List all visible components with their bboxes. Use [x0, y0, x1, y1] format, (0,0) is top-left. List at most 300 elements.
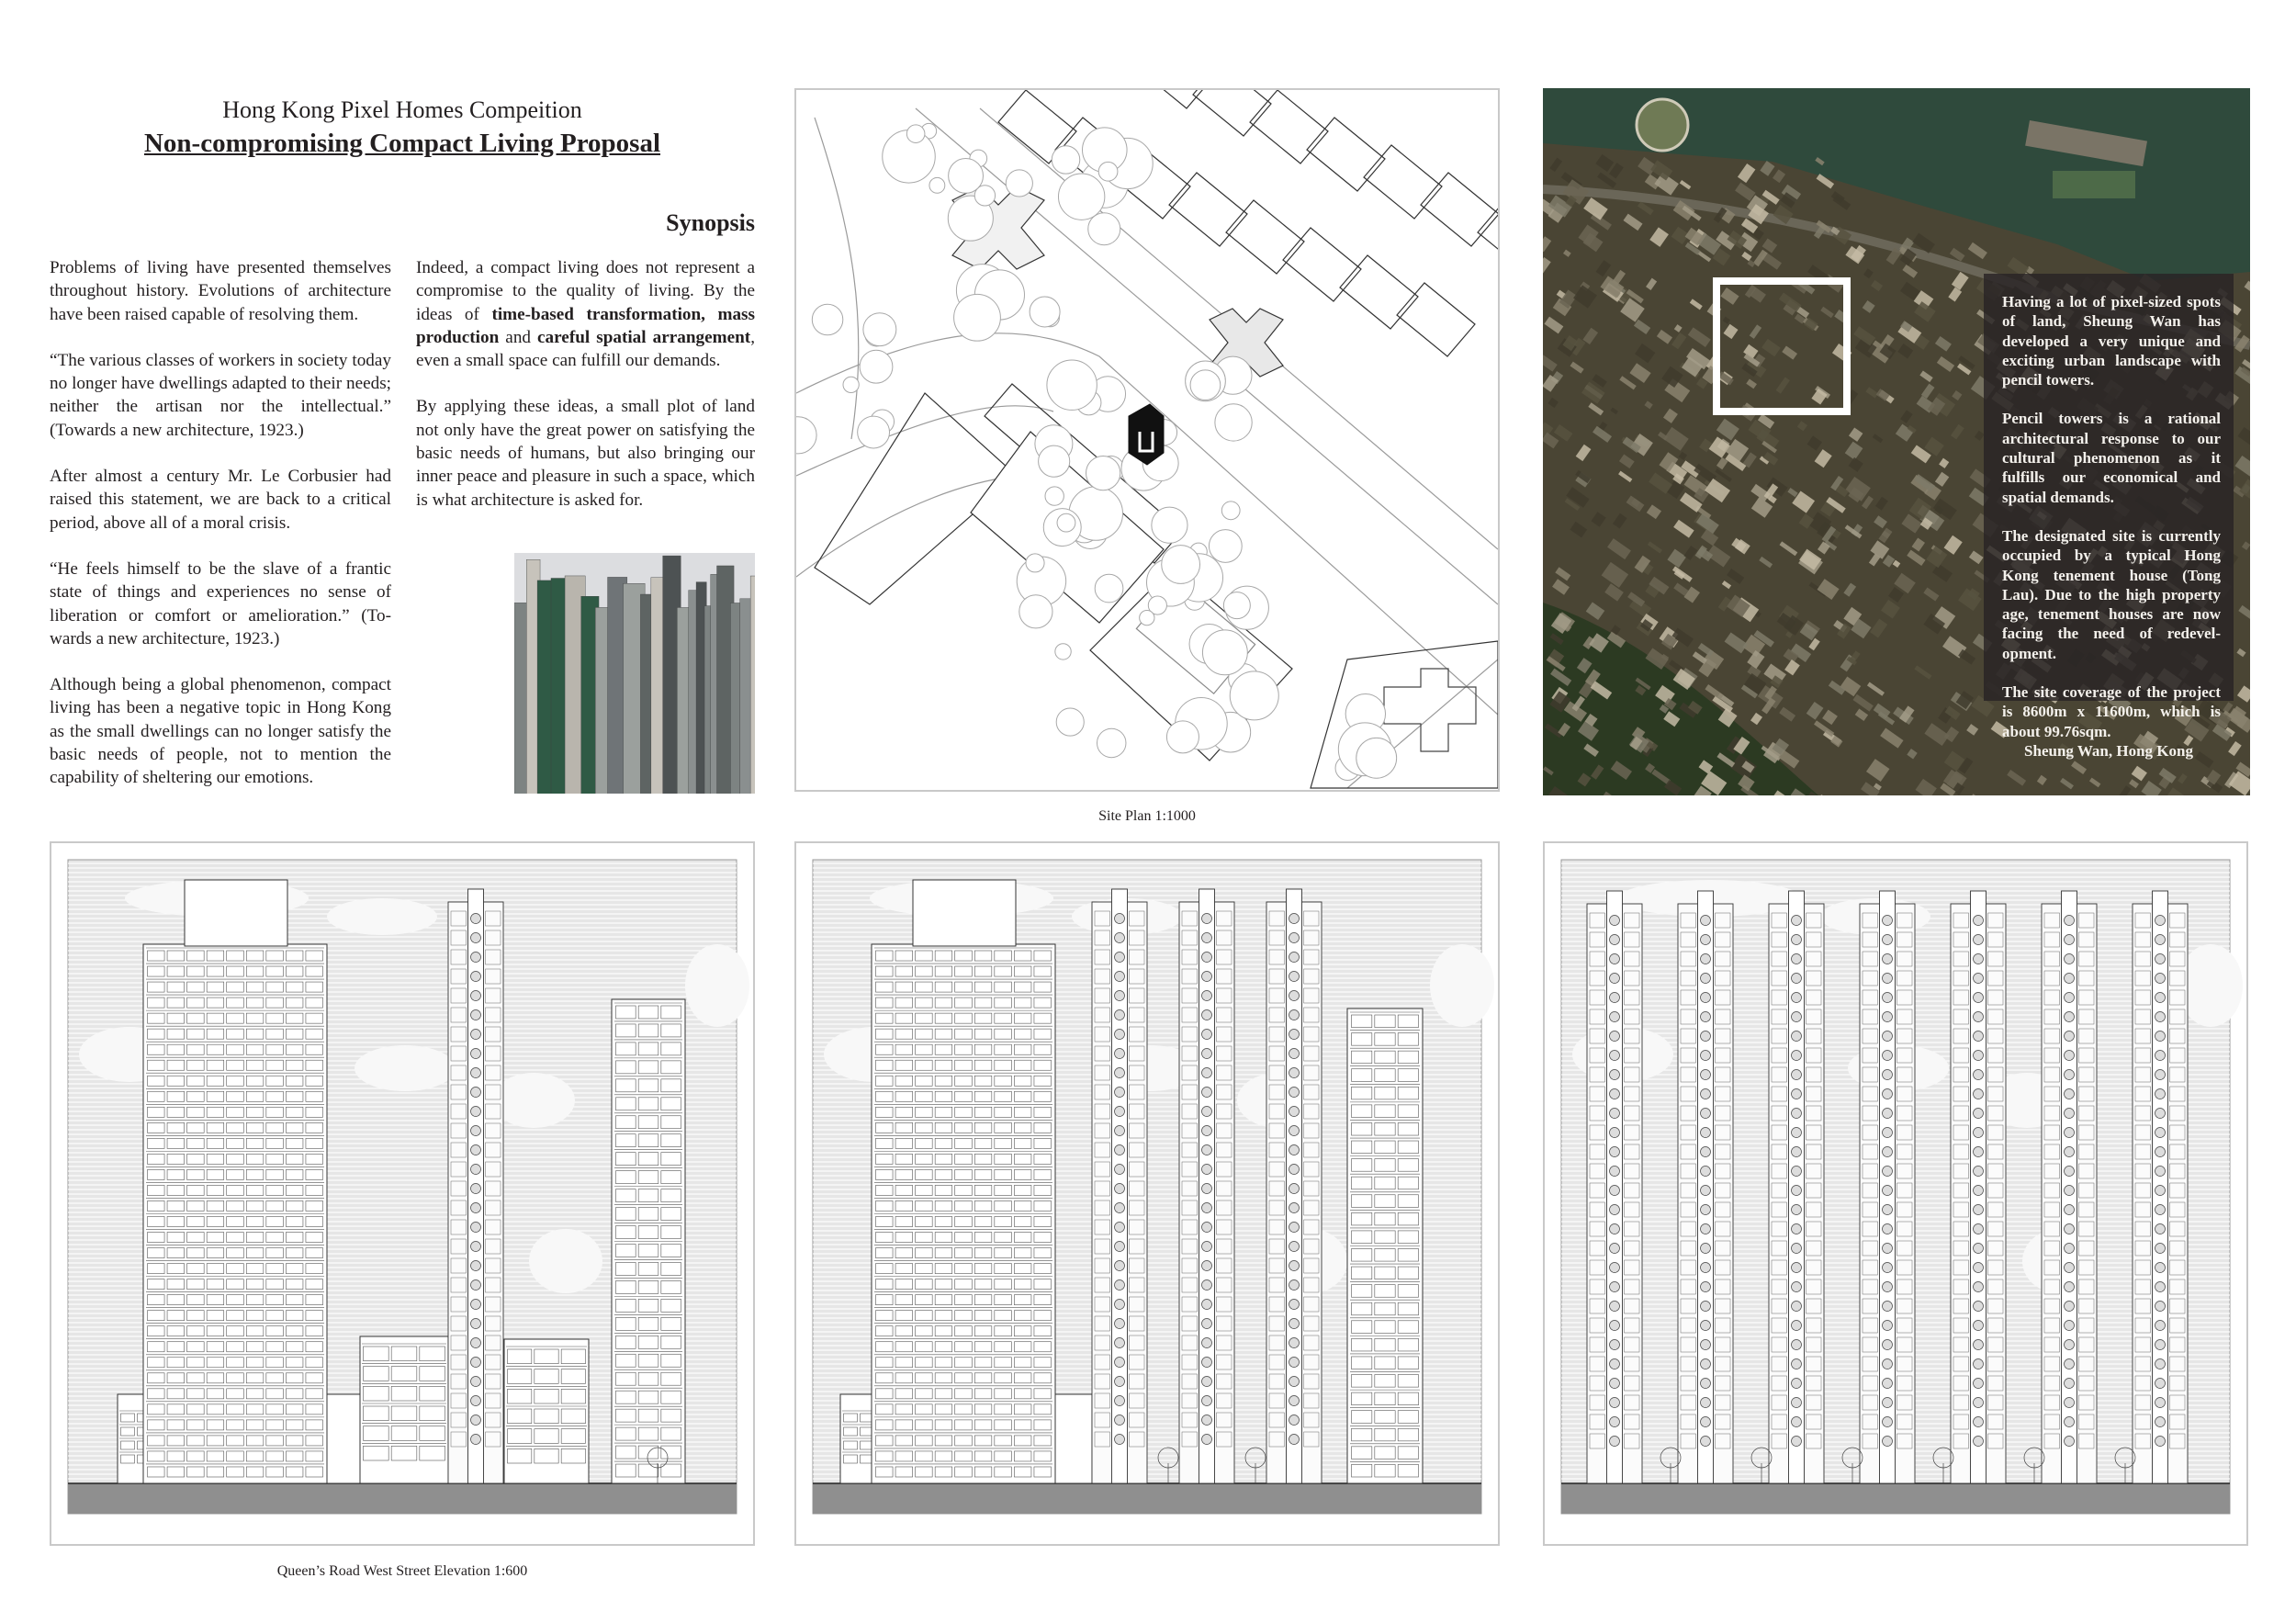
porthole-window — [471, 952, 481, 963]
porthole-window — [1701, 1167, 1711, 1177]
porthole-window — [1610, 1205, 1620, 1215]
porthole-window — [1701, 1186, 1711, 1196]
pencil-tower — [1678, 891, 1733, 1483]
porthole-window — [2155, 1302, 2166, 1312]
porthole-window — [1792, 1186, 1802, 1196]
tree-icon — [843, 377, 859, 392]
porthole-window — [1974, 1205, 1984, 1215]
porthole-window — [1792, 1282, 1802, 1292]
porthole-window — [1792, 993, 1802, 1003]
competition-title: Hong Kong Pixel Homes Compeition — [222, 96, 582, 123]
porthole-window — [2065, 1089, 2075, 1099]
site-highlight-frame — [1713, 277, 1851, 415]
porthole-window — [1883, 1089, 1893, 1099]
porthole-window — [1792, 1012, 1802, 1022]
porthole-window — [1792, 1417, 1802, 1427]
porthole-window — [1289, 1415, 1300, 1426]
porthole-window — [1610, 1282, 1620, 1292]
porthole-window — [1202, 1010, 1212, 1020]
porthole-window — [471, 1280, 481, 1291]
building — [750, 576, 755, 794]
text-run: , even a small space can fulfill our demands. — [416, 327, 755, 371]
porthole-window — [2065, 1398, 2075, 1408]
porthole-window — [1610, 974, 1620, 984]
site-description-overlay — [1984, 274, 2234, 740]
porthole-window — [1202, 1358, 1212, 1368]
tree-icon — [1190, 370, 1221, 400]
porthole-window — [1610, 1012, 1620, 1022]
tree-icon — [1097, 728, 1125, 757]
porthole-window — [1883, 1340, 1893, 1350]
pencil-tower — [1587, 891, 1642, 1483]
porthole-window — [1974, 1321, 1984, 1331]
tenement-house — [360, 1336, 448, 1483]
porthole-window — [1974, 1417, 1984, 1427]
porthole-window — [1610, 1302, 1620, 1312]
tree-icon — [1006, 170, 1032, 197]
porthole-window — [1610, 1109, 1620, 1119]
porthole-window — [2065, 1031, 2075, 1042]
porthole-window — [2155, 1186, 2166, 1196]
porthole-window — [1701, 1109, 1711, 1119]
skyline-photo — [514, 553, 755, 794]
porthole-window — [1883, 1167, 1893, 1177]
project-site-marker — [1129, 404, 1164, 465]
porthole-window — [471, 1338, 481, 1348]
site-description-paragraph: The designated site is currently occupied by a typical Hong Kong tenement house (Tong Lau). Due to the high property age, tenement houses are now facing the need of redevelopment. — [2002, 526, 2221, 662]
porthole-window — [1610, 916, 1620, 926]
porthole-window — [2065, 1051, 2075, 1061]
porthole-window — [2065, 1186, 2075, 1196]
porthole-window — [1974, 1263, 1984, 1273]
porthole-window — [1289, 1030, 1300, 1040]
synopsis-right-column — [416, 256, 755, 535]
porthole-window — [1883, 1031, 1893, 1042]
site-plan-caption: Site Plan 1:1000 — [1098, 808, 1196, 824]
porthole-window — [2065, 974, 2075, 984]
porthole-window — [1974, 1302, 1984, 1312]
porthole-window — [1202, 952, 1212, 963]
porthole-window — [471, 972, 481, 982]
tree-icon — [858, 416, 890, 448]
porthole-window — [1289, 1242, 1300, 1252]
porthole-window — [1610, 1321, 1620, 1331]
porthole-window — [1610, 1224, 1620, 1234]
city-block — [1136, 90, 1214, 108]
porthole-window — [2155, 974, 2166, 984]
porthole-window — [1115, 1165, 1125, 1175]
porthole-window — [1610, 1437, 1620, 1447]
pencil-tower — [1266, 889, 1322, 1483]
cross-building — [1384, 669, 1476, 751]
tree-icon — [860, 350, 893, 383]
porthole-window — [1792, 1302, 1802, 1312]
porthole-window — [471, 1068, 481, 1078]
porthole-window — [1610, 1128, 1620, 1138]
low-rise-building — [327, 1394, 364, 1483]
porthole-window — [471, 1223, 481, 1233]
porthole-window — [1610, 1340, 1620, 1350]
porthole-window — [2155, 1379, 2166, 1389]
porthole-window — [2065, 1282, 2075, 1292]
pencil-tower — [1179, 889, 1234, 1483]
porthole-window — [1610, 1070, 1620, 1080]
porthole-window — [1883, 1244, 1893, 1254]
tree-icon — [812, 304, 842, 334]
porthole-window — [1115, 1223, 1125, 1233]
porthole-window — [1701, 1437, 1711, 1447]
bold-text: time-based transformation, mass production — [416, 304, 755, 347]
tree-icon — [1056, 708, 1084, 736]
porthole-window — [471, 1435, 481, 1445]
porthole-window — [1792, 1224, 1802, 1234]
porthole-window — [2065, 1302, 2075, 1312]
porthole-window — [471, 1145, 481, 1155]
porthole-window — [1883, 1205, 1893, 1215]
porthole-window — [2065, 1437, 2075, 1447]
pencil-tower — [2042, 891, 2097, 1483]
porthole-window — [1974, 1109, 1984, 1119]
porthole-window — [2065, 1109, 2075, 1119]
porthole-window — [2155, 1051, 2166, 1061]
text-run: Indeed, a compact living does not represent a compromise to the quality of living. By the ideas of — [416, 258, 755, 324]
porthole-window — [1883, 1051, 1893, 1061]
porthole-window — [1974, 974, 1984, 984]
porthole-window — [1115, 1396, 1125, 1406]
tower-crown — [913, 880, 1016, 946]
tree-icon — [1057, 513, 1075, 532]
porthole-window — [1883, 993, 1893, 1003]
porthole-window — [1610, 935, 1620, 945]
synopsis-heading: Synopsis — [666, 209, 755, 236]
tree-icon — [1230, 671, 1278, 720]
porthole-window — [1115, 1280, 1125, 1291]
porthole-window — [1701, 1359, 1711, 1369]
porthole-window — [1289, 1358, 1300, 1368]
porthole-window — [1610, 1244, 1620, 1254]
porthole-window — [471, 1261, 481, 1271]
aerial-photo-panel — [1543, 88, 2250, 795]
city-block — [1193, 90, 1271, 136]
porthole-window — [2155, 993, 2166, 1003]
porthole-window — [1974, 1398, 1984, 1408]
porthole-window — [2065, 1321, 2075, 1331]
porthole-window — [1202, 1319, 1212, 1329]
porthole-window — [1289, 1203, 1300, 1213]
porthole-window — [1974, 1051, 1984, 1061]
porthole-window — [1202, 1377, 1212, 1387]
porthole-window — [1610, 1089, 1620, 1099]
bold-text: careful spatial arrangement — [537, 327, 751, 347]
porthole-window — [1289, 1165, 1300, 1175]
porthole-window — [2155, 935, 2166, 945]
tree-icon — [1095, 574, 1123, 603]
street-elevation-full — [1545, 843, 2246, 1544]
porthole-window — [2155, 1398, 2166, 1408]
porthole-window — [1289, 1338, 1300, 1348]
porthole-window — [2065, 1224, 2075, 1234]
porthole-window — [1701, 1244, 1711, 1254]
porthole-window — [1701, 993, 1711, 1003]
city-block — [1226, 200, 1304, 274]
porthole-window — [1792, 1070, 1802, 1080]
site-plan-drawing — [796, 90, 1498, 790]
tree-icon — [1047, 360, 1097, 410]
porthole-window — [1289, 1396, 1300, 1406]
road-edge — [796, 476, 1017, 577]
porthole-window — [2065, 993, 2075, 1003]
porthole-window — [1202, 1126, 1212, 1136]
porthole-window — [1792, 1128, 1802, 1138]
porthole-window — [1202, 1068, 1212, 1078]
porthole-window — [2155, 1089, 2166, 1099]
porthole-window — [2065, 1379, 2075, 1389]
porthole-window — [1792, 1147, 1802, 1157]
tree-icon — [1140, 610, 1154, 625]
porthole-window — [1289, 1088, 1300, 1098]
porthole-window — [1974, 1379, 1984, 1389]
location-label: Sheung Wan, Hong Kong — [2024, 742, 2193, 760]
porthole-window — [1883, 916, 1893, 926]
porthole-window — [1289, 1068, 1300, 1078]
tenement-house — [504, 1339, 589, 1483]
porthole-window — [1610, 1031, 1620, 1042]
porthole-window — [1883, 1263, 1893, 1273]
porthole-window — [1701, 916, 1711, 926]
porthole-window — [1202, 1145, 1212, 1155]
porthole-window — [1115, 1261, 1125, 1271]
porthole-window — [1202, 1049, 1212, 1059]
porthole-window — [1289, 1107, 1300, 1117]
elevation-panel-full — [1543, 841, 2248, 1546]
porthole-window — [1883, 1070, 1893, 1080]
tree-icon — [1098, 162, 1118, 181]
porthole-window — [1792, 916, 1802, 926]
tree-icon — [1162, 546, 1200, 584]
porthole-window — [1289, 1184, 1300, 1194]
porthole-window — [1115, 1010, 1125, 1020]
porthole-window — [1202, 1300, 1212, 1310]
porthole-window — [1883, 1128, 1893, 1138]
porthole-window — [1701, 1012, 1711, 1022]
porthole-window — [1610, 1263, 1620, 1273]
porthole-window — [1115, 972, 1125, 982]
porthole-window — [2155, 1205, 2166, 1215]
porthole-window — [1792, 954, 1802, 964]
porthole-window — [1202, 1261, 1212, 1271]
porthole-window — [1701, 1263, 1711, 1273]
porthole-window — [471, 991, 481, 1001]
porthole-window — [471, 1319, 481, 1329]
porthole-window — [1610, 1398, 1620, 1408]
porthole-window — [1202, 1415, 1212, 1426]
porthole-window — [1202, 914, 1212, 924]
city-block — [1307, 118, 1385, 191]
porthole-window — [1202, 933, 1212, 943]
porthole-window — [1792, 1051, 1802, 1061]
tree-icon — [1026, 554, 1044, 572]
porthole-window — [1289, 1319, 1300, 1329]
porthole-window — [1974, 1070, 1984, 1080]
porthole-window — [2155, 1167, 2166, 1177]
porthole-window — [1115, 952, 1125, 963]
porthole-window — [1974, 935, 1984, 945]
city-block — [1283, 228, 1361, 301]
porthole-window — [1115, 1088, 1125, 1098]
tree-icon — [1223, 592, 1250, 619]
city-block — [1364, 145, 1442, 219]
porthole-window — [1610, 1186, 1620, 1196]
ground-strip — [813, 1483, 1481, 1514]
porthole-window — [1883, 1109, 1893, 1119]
porthole-window — [1202, 1203, 1212, 1213]
porthole-window — [1289, 991, 1300, 1001]
porthole-window — [1115, 1415, 1125, 1426]
porthole-window — [1974, 1147, 1984, 1157]
porthole-window — [1610, 1051, 1620, 1061]
porthole-window — [2155, 954, 2166, 964]
porthole-window — [1883, 1379, 1893, 1389]
tree-icon — [929, 177, 945, 193]
porthole-window — [1115, 1068, 1125, 1078]
proposal-title: Non-compromising Compact Living Proposal — [143, 129, 661, 158]
porthole-window — [1202, 1280, 1212, 1291]
porthole-window — [2065, 1417, 2075, 1427]
site-description-paragraph: The site coverage of the project is 8600m x 11600m, which is about 99.76sqm. — [2002, 683, 2221, 740]
porthole-window — [1701, 954, 1711, 964]
pier-deck — [2053, 171, 2135, 198]
ground-strip — [1561, 1483, 2230, 1514]
porthole-window — [1610, 993, 1620, 1003]
porthole-window — [1115, 1126, 1125, 1136]
porthole-window — [1610, 1147, 1620, 1157]
porthole-window — [1883, 954, 1893, 964]
porthole-window — [471, 1165, 481, 1175]
tree-icon — [1030, 297, 1060, 327]
porthole-window — [1610, 1379, 1620, 1389]
porthole-window — [1883, 1437, 1893, 1447]
cloud — [355, 1045, 456, 1091]
porthole-window — [471, 1030, 481, 1040]
porthole-window — [1974, 1186, 1984, 1196]
site-description-paragraph: Having a lot of pixel-sized spots of land, Sheung Wan has developed a very unique and exciting urban landscape with pencil towers. — [2002, 293, 2221, 389]
tree-icon — [1039, 445, 1070, 477]
city-block — [1169, 173, 1247, 246]
porthole-window — [2155, 1012, 2166, 1022]
synopsis-paragraph: “The various classes of workers in society today no longer have dwellings adapted to their needs; neither the artisan nor the intellectual.” (Towards a new architecture, 1923.) — [50, 350, 391, 440]
tree-icon — [1088, 213, 1120, 245]
porthole-window — [2065, 1012, 2075, 1022]
porthole-window — [1792, 1398, 1802, 1408]
elevation-panel-existing — [50, 841, 755, 1546]
porthole-window — [2155, 1359, 2166, 1369]
cloud — [2178, 944, 2243, 1027]
porthole-window — [1701, 1070, 1711, 1080]
porthole-window — [1202, 1088, 1212, 1098]
porthole-window — [471, 1396, 481, 1406]
porthole-window — [1883, 1186, 1893, 1196]
porthole-window — [1202, 1165, 1212, 1175]
porthole-window — [1202, 1223, 1212, 1233]
elevation-panel-transition — [794, 841, 1500, 1546]
porthole-window — [1701, 1224, 1711, 1234]
porthole-window — [2155, 916, 2166, 926]
porthole-window — [1202, 1184, 1212, 1194]
porthole-window — [471, 1300, 481, 1310]
porthole-window — [1701, 1340, 1711, 1350]
porthole-window — [1701, 1398, 1711, 1408]
tree-icon — [1202, 630, 1247, 675]
tree-icon — [863, 313, 896, 346]
porthole-window — [1115, 1300, 1125, 1310]
porthole-window — [1610, 1417, 1620, 1427]
porthole-window — [1974, 1031, 1984, 1042]
cloud — [529, 1229, 602, 1293]
porthole-window — [1289, 1280, 1300, 1291]
city-block — [1250, 90, 1328, 163]
tree-icon — [1052, 146, 1079, 174]
porthole-window — [1883, 1359, 1893, 1369]
porthole-window — [2155, 1282, 2166, 1292]
porthole-window — [471, 1126, 481, 1136]
porthole-window — [1202, 1030, 1212, 1040]
porthole-window — [2155, 1340, 2166, 1350]
porthole-window — [2065, 1070, 2075, 1080]
tree-icon — [1215, 404, 1252, 441]
tree-icon — [1058, 174, 1104, 220]
porthole-window — [2155, 1147, 2166, 1157]
porthole-window — [1701, 1051, 1711, 1061]
porthole-window — [1115, 1203, 1125, 1213]
porthole-window — [1115, 1049, 1125, 1059]
porthole-window — [2155, 1417, 2166, 1427]
porthole-window — [1974, 1359, 1984, 1369]
synopsis-paragraph: Problems of living have presented themselves throughout history. Evolutions of architecture have been raised capable of resolving them. — [50, 258, 391, 324]
porthole-window — [2155, 1263, 2166, 1273]
skyline-photo-graphic — [514, 553, 755, 794]
porthole-window — [1115, 1338, 1125, 1348]
porthole-window — [471, 1049, 481, 1059]
porthole-window — [1792, 1321, 1802, 1331]
porthole-window — [1610, 1167, 1620, 1177]
porthole-window — [2065, 1340, 2075, 1350]
porthole-window — [1289, 1261, 1300, 1271]
porthole-window — [2065, 1263, 2075, 1273]
porthole-window — [1883, 935, 1893, 945]
porthole-window — [2065, 954, 2075, 964]
porthole-window — [1792, 1089, 1802, 1099]
pencil-tower — [2133, 891, 2188, 1483]
porthole-window — [2065, 1359, 2075, 1369]
porthole-window — [471, 1107, 481, 1117]
porthole-window — [1701, 1031, 1711, 1042]
ground-strip — [68, 1483, 737, 1514]
porthole-window — [1792, 1263, 1802, 1273]
porthole-window — [1883, 1012, 1893, 1022]
porthole-window — [1701, 1147, 1711, 1157]
tree-icon — [1221, 502, 1240, 520]
porthole-window — [1202, 1396, 1212, 1406]
porthole-window — [1974, 1244, 1984, 1254]
porthole-window — [1289, 952, 1300, 963]
synopsis-paragraph: By applying these ideas, a small plot of land not only have the great power on satisfying the basic needs of humans, but also bringing our inner peace and pleasure in such a space, which is what architecture is asked for. — [416, 397, 755, 510]
porthole-window — [1974, 1437, 1984, 1447]
tree-icon — [1045, 487, 1064, 505]
porthole-window — [1202, 1242, 1212, 1252]
text-run: and — [499, 327, 538, 347]
porthole-window — [1289, 1300, 1300, 1310]
porthole-window — [1115, 1435, 1125, 1445]
